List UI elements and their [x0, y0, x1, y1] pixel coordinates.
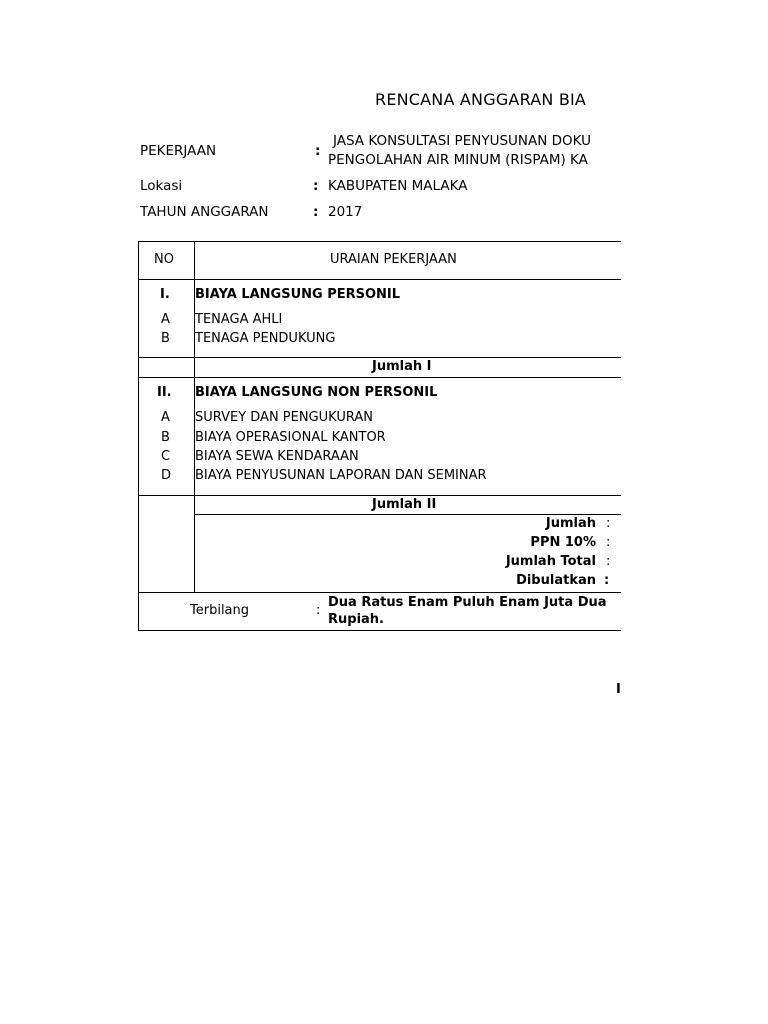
section2-item-no: A — [161, 410, 170, 425]
tahun-anggaran-value: 2017 — [328, 204, 363, 220]
terbilang-label: Terbilang — [190, 603, 250, 618]
ppn-label: PPN 10% — [530, 535, 596, 550]
pekerjaan-label: PEKERJAAN — [140, 143, 217, 159]
jumlah-label: Jumlah — [545, 516, 596, 531]
totals-divider — [138, 592, 621, 593]
table-border-bottom — [138, 630, 621, 631]
table-header-divider — [138, 279, 621, 280]
section1-title: BIAYA LANGSUNG PERSONIL — [195, 287, 401, 302]
section2-title: BIAYA LANGSUNG NON PERSONIL — [195, 385, 438, 400]
lokasi-value: KABUPATEN MALAKA — [328, 178, 468, 194]
section2-item-label: SURVEY DAN PENGUKURAN — [195, 410, 373, 425]
pekerjaan-value-line2: PENGOLAHAN AIR MINUM (RISPAM) KA — [328, 152, 588, 168]
page-mark: I — [616, 682, 621, 697]
ppn-colon: : — [606, 535, 611, 550]
jumlah-total-label: Jumlah Total — [505, 554, 596, 569]
pekerjaan-value-line1: JASA KONSULTASI PENYUSUNAN DOKU — [333, 133, 592, 149]
lokasi-label: Lokasi — [140, 178, 183, 194]
table-border-top — [138, 241, 621, 242]
terbilang-colon: : — [316, 603, 321, 618]
section1-item-no: A — [161, 312, 170, 327]
section2-item-label: BIAYA PENYUSUNAN LAPORAN DAN SEMINAR — [195, 468, 487, 483]
subtotal1-label: Jumlah I — [372, 359, 432, 374]
subtotal1-divider — [138, 377, 621, 378]
terbilang-value-line1: Dua Ratus Enam Puluh Enam Juta Dua — [328, 595, 607, 610]
section2-divider — [138, 495, 621, 496]
subtotal2-divider — [194, 514, 621, 515]
header-uraian: URAIAN PEKERJAAN — [330, 252, 457, 267]
tahun-anggaran-colon: : — [313, 204, 319, 220]
section1-item-label: TENAGA AHLI — [195, 312, 283, 327]
lokasi-colon: : — [313, 178, 319, 194]
section2-item-no: C — [161, 449, 171, 464]
section2-item-label: BIAYA SEWA KENDARAAN — [195, 449, 359, 464]
tahun-anggaran-label: TAHUN ANGGARAN — [140, 204, 269, 220]
document-title: RENCANA ANGGARAN BIA — [375, 90, 587, 109]
table-border-left — [138, 241, 139, 631]
header-no: NO — [154, 252, 174, 267]
jumlah-colon: : — [606, 516, 611, 531]
section2-no: II. — [157, 385, 172, 400]
subtotal2-label: Jumlah II — [372, 497, 437, 512]
section1-divider — [138, 357, 621, 358]
section2-item-no: B — [161, 430, 170, 445]
section2-item-label: BIAYA OPERASIONAL KANTOR — [195, 430, 386, 445]
section2-item-no: D — [161, 468, 172, 483]
dibulatkan-colon: : — [604, 573, 610, 588]
section1-item-label: TENAGA PENDUKUNG — [195, 331, 336, 346]
section1-no: I. — [160, 287, 170, 302]
dibulatkan-label: Dibulatkan — [516, 573, 596, 588]
terbilang-value-line2: Rupiah. — [328, 612, 384, 627]
budget-table — [138, 241, 621, 631]
jumlah-total-colon: : — [606, 554, 611, 569]
section1-item-no: B — [161, 331, 170, 346]
pekerjaan-colon: : — [315, 143, 321, 159]
